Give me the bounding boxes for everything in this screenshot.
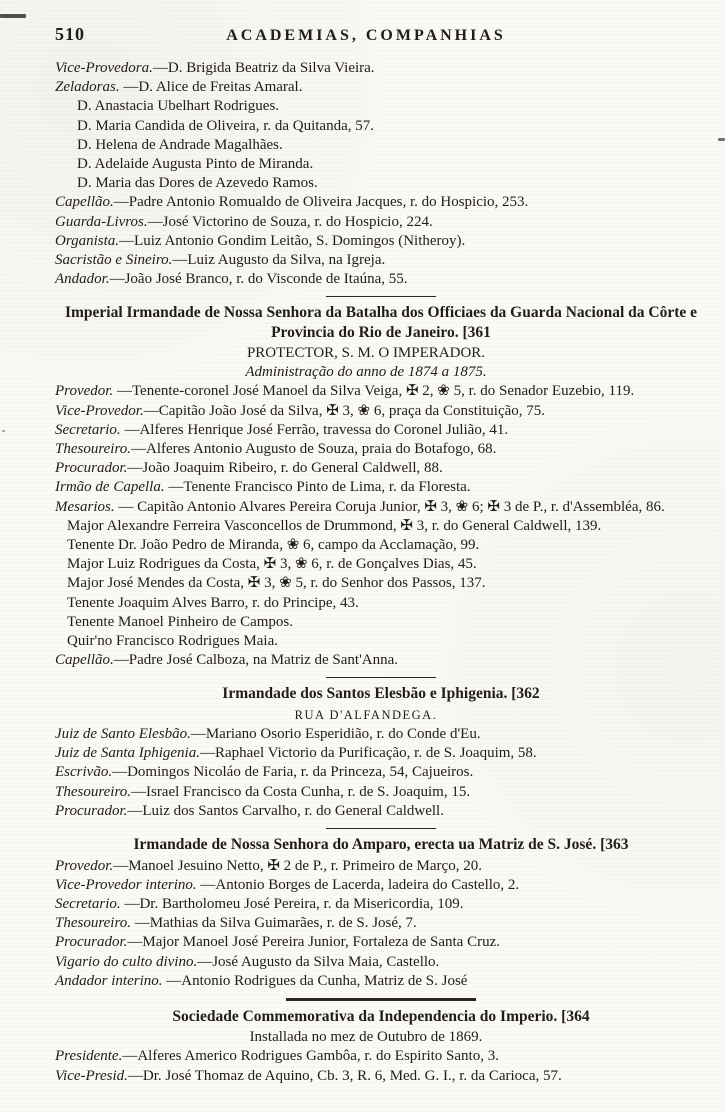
entry-line [55,895,707,914]
entry-text: —João Joaquim Ribeiro, r. do General Caldwell, 88. [127,460,443,477]
entry-line [55,632,707,651]
entry-text: —Alferes Henrique José Ferrão, travessa do Coronel Julião, 41. [120,421,509,438]
section-entries [55,59,707,289]
entry-line [55,213,707,232]
entry-text: D. Adelaide Augusta Pinto de Miranda. [77,156,314,173]
entry-line [55,136,707,155]
entry-line [55,1067,707,1086]
entry-line [55,402,707,421]
entry-line [55,574,707,593]
entry-line [55,97,707,116]
entry-text: —D. Brigida Beatriz da Silva Vieira. [152,60,375,76]
entry-text: —Mariano Osorio Esperidião, r. do Conde d'Eu. [190,725,481,742]
entry-line [55,59,707,78]
entry-text: D. Helena de Andrade Magalhães. [77,136,283,153]
entry-text: —D. Alice de Freitas Amaral. [119,79,303,96]
entry-text: Major José Mendes da Costa, ✠ 3, ❀ 5, r. do Senhor dos Passos, 137. [67,575,486,592]
section-subheadings [55,344,707,382]
entry-role-label: Thesoureiro. [55,915,131,932]
entry-role-label: Capellão. [55,652,114,669]
entry-text: — Capitão Antonio Alvares Pereira Coruja Junior, ✠ 3, ❀ 6; ✠ 3 de P., r. d'Assembléa, 86. [114,498,665,515]
entry-text: —Luiz Antonio Gondim Leitão, S. Domingos (Nitheroy). [119,232,466,249]
entry-line [55,78,707,97]
entry-role-label: Andador. [55,271,110,288]
entry-role-label: Vice-Provedor interino. [55,876,197,893]
section-divider [326,677,436,678]
entry-text: —Manoel Jesuino Netto, ✠ 2 de P., r. Primeiro de Março, 20. [113,857,482,874]
entry-line [55,725,707,744]
entry-text: —José Victorino de Souza, r. do Hospicio, 224. [147,213,433,230]
directory-section [55,998,707,1086]
entry-line [55,802,707,821]
entry-role-label: Vice-Presid. [55,1067,128,1084]
entry-text: D. Maria Candida de Oliveira, r. da Quitanda, 57. [77,117,374,134]
entry-role-label: Secretario. [55,421,121,438]
entry-text: —Dr. José Thomaz de Aquino, Cb. 3, R. 6, Med. G. I., r. da Carioca, 57. [127,1067,562,1084]
entry-line [55,594,707,613]
entry-text: D. Anastacia Ubelhart Rodrigues. [77,98,280,115]
section-subheading: RUA D'ALFANDEGA. [294,707,438,722]
entry-text: —Alferes Americo Rodrigues Gambôa, r. do Espirito Santo, 3. [122,1048,499,1065]
entry-role-label: Juiz de Santo Elesbão. [55,725,191,742]
section-entries [55,725,707,821]
scan-artifact [2,430,5,432]
entry-line [55,251,707,270]
entry-role-label: Procurador. [55,802,128,819]
scan-artifact [0,14,26,18]
running-title: ACADEMIAS, COMPANHIAS [226,27,506,44]
entry-text: —Luiz dos Santos Carvalho, r. do General Caldwell. [127,802,444,819]
section-heading: Irmandade dos Santos Elesbão e Iphigenia. [362 [222,685,540,703]
entry-role-label: Juiz de Santa Iphigenia. [55,745,200,762]
section-divider [326,296,436,297]
entry-text: —Major Manoel José Pereira Junior, Fortaleza de Santa Cruz. [127,934,501,951]
entry-text: Major Alexandre Ferreira Vasconcellos de Drummond, ✠ 3, r. do General Caldwell, 139. [67,517,602,534]
entry-line [55,459,707,478]
entry-line [55,783,707,802]
section-subheadings [55,1028,707,1047]
entry-text: —Mathias da Silva Guimarães, r. de S. José, 7. [130,915,417,932]
entry-line [55,763,707,782]
scan-artifact [718,138,725,141]
entry-text: Tenente Dr. João Pedro de Miranda, ❀ 6, campo da Acclamação, 99. [67,537,480,554]
entry-line [55,555,707,574]
section-entries [55,1047,707,1085]
entry-line [55,232,707,251]
entry-text: —Dr. Bartholomeu José Pereira, r. da Misericordia, 109. [120,895,464,912]
entry-line [55,972,707,991]
section-heading: Sociedade Commemorativa da Independencia do Imperio. [364 [172,1007,590,1025]
entry-text: —Capitão João José da Silva, ✠ 3, ❀ 6, praça da Constituição, 75. [143,402,546,419]
entry-text: —João José Branco, r. do Visconde de Itaúna, 55. [109,271,408,288]
entry-role-label: Irmão de Capella. [55,479,165,496]
directory-section [55,296,707,670]
entry-line [55,933,707,952]
section-subheading: PROTECTOR, S. M. O IMPERADOR. [246,345,486,362]
entry-line [55,270,707,289]
entry-line [55,536,707,555]
entry-line [55,651,707,670]
entry-text: —Padre José Calboza, na Matriz de Sant'Anna. [113,652,399,669]
entry-line [55,193,707,212]
entry-text: —Tenente Francisco Pinto de Lima, r. da Floresta. [164,479,471,496]
entry-role-label: Provedor. [55,857,114,874]
entry-line [55,857,707,876]
entry-line [55,1047,707,1066]
section-entries [55,382,707,670]
section-entries [55,857,707,991]
entry-text: —Luiz Augusto da Silva, na Igreja. [172,252,386,269]
entry-role-label: Thesoureiro. [55,441,131,458]
section-subheadings [55,706,707,725]
entry-line [55,914,707,933]
section-divider [326,828,436,829]
entry-line [55,382,707,401]
directory-section [55,59,707,289]
entry-role-label: Andador interino. [55,972,163,989]
entry-line [55,498,707,517]
entry-line [55,117,707,136]
entry-role-label: Procurador. [55,460,128,477]
section-divider [286,998,476,1001]
entry-text: —Antonio Borges de Lacerda, ladeira do Castello, 2. [196,876,520,893]
section-heading: Imperial Irmandade de Nossa Senhora da Batalha dos Officiaes da Guarda Nacional da Côrte e Provincia do Rio de Janeiro. [361 [64,304,698,341]
entry-line [55,478,707,497]
entry-role-label: Sacristão e Sineiro. [55,252,173,269]
entry-role-label: Vice-Provedora. [55,60,153,76]
entry-role-label: Thesoureiro. [55,783,131,800]
sections-container [55,59,707,1086]
entry-line [55,744,707,763]
entry-role-label: Procurador. [55,934,128,951]
entry-text: Tenente Manoel Pinheiro de Campos. [67,613,293,630]
section-subheading: Installada no mez de Outubro de 1869. [249,1029,483,1046]
entry-role-label: Vigario do culto divino. [55,953,198,970]
section-subheading: Administração do anno de 1874 a 1875. [245,364,487,381]
entry-role-label: Organista. [55,232,120,249]
entry-text: —Antonio Rodrigues da Cunha, Matriz de S. José [162,972,468,989]
page-number: 510 [55,24,85,44]
entry-line [55,155,707,174]
entry-text: —Domingos Nicoláo de Faria, r. da Princeza, 54, Cajueiros. [112,764,474,781]
entry-line [55,421,707,440]
entry-role-label: Vice-Provedor. [55,402,144,419]
entry-role-label: Presidente. [55,1048,123,1065]
entry-role-label: Guarda-Livros. [55,213,148,230]
page-header [55,24,707,45]
entry-text: —Israel Francisco da Costa Cunha, r. de S. Joaquim, 15. [130,783,471,800]
entry-line [55,876,707,895]
section-heading: Irmandade de Nossa Senhora do Amparo, erecta ua Matriz de S. José. [363 [133,836,629,853]
entry-text: —Padre Antonio Romualdo de Oliveira Jacques, r. do Hospicio, 253. [113,194,529,211]
entry-role-label: Capellão. [55,194,114,211]
entry-role-label: Provedor. [55,383,114,400]
entry-line [55,174,707,193]
entry-line [55,440,707,459]
entry-role-label: Escrivão. [55,764,113,781]
entry-text: Tenente Joaquim Alves Barro, r. do Principe, 43. [67,594,359,611]
entry-text: Quir'no Francisco Rodrigues Maia. [67,633,278,650]
entry-text: Major Luiz Rodrigues da Costa, ✠ 3, ❀ 6, r. de Gonçalves Dias, 45. [67,556,477,573]
entry-text: —Tenente-coronel José Manoel da Silva Veiga, ✠ 2, ❀ 5, r. do Senador Euzebio, 119. [113,383,635,400]
entry-role-label: Secretario. [55,895,121,912]
entry-role-label: Zeladoras. [55,79,120,96]
entry-text: —Raphael Victorio da Purificação, r. de S. Joaquim, 58. [199,745,537,762]
directory-section [55,677,707,821]
entry-text: —José Augusto da Silva Maia, Castello. [197,953,440,970]
entry-line [55,517,707,536]
entry-line [55,613,707,632]
directory-section [55,828,707,991]
entry-text: D. Maria das Dores de Azevedo Ramos. [77,175,318,192]
entry-text: —Alferes Antonio Augusto de Souza, praia do Botafogo, 68. [130,441,497,458]
entry-line [55,953,707,972]
entry-role-label: Mesarios. [55,498,115,515]
